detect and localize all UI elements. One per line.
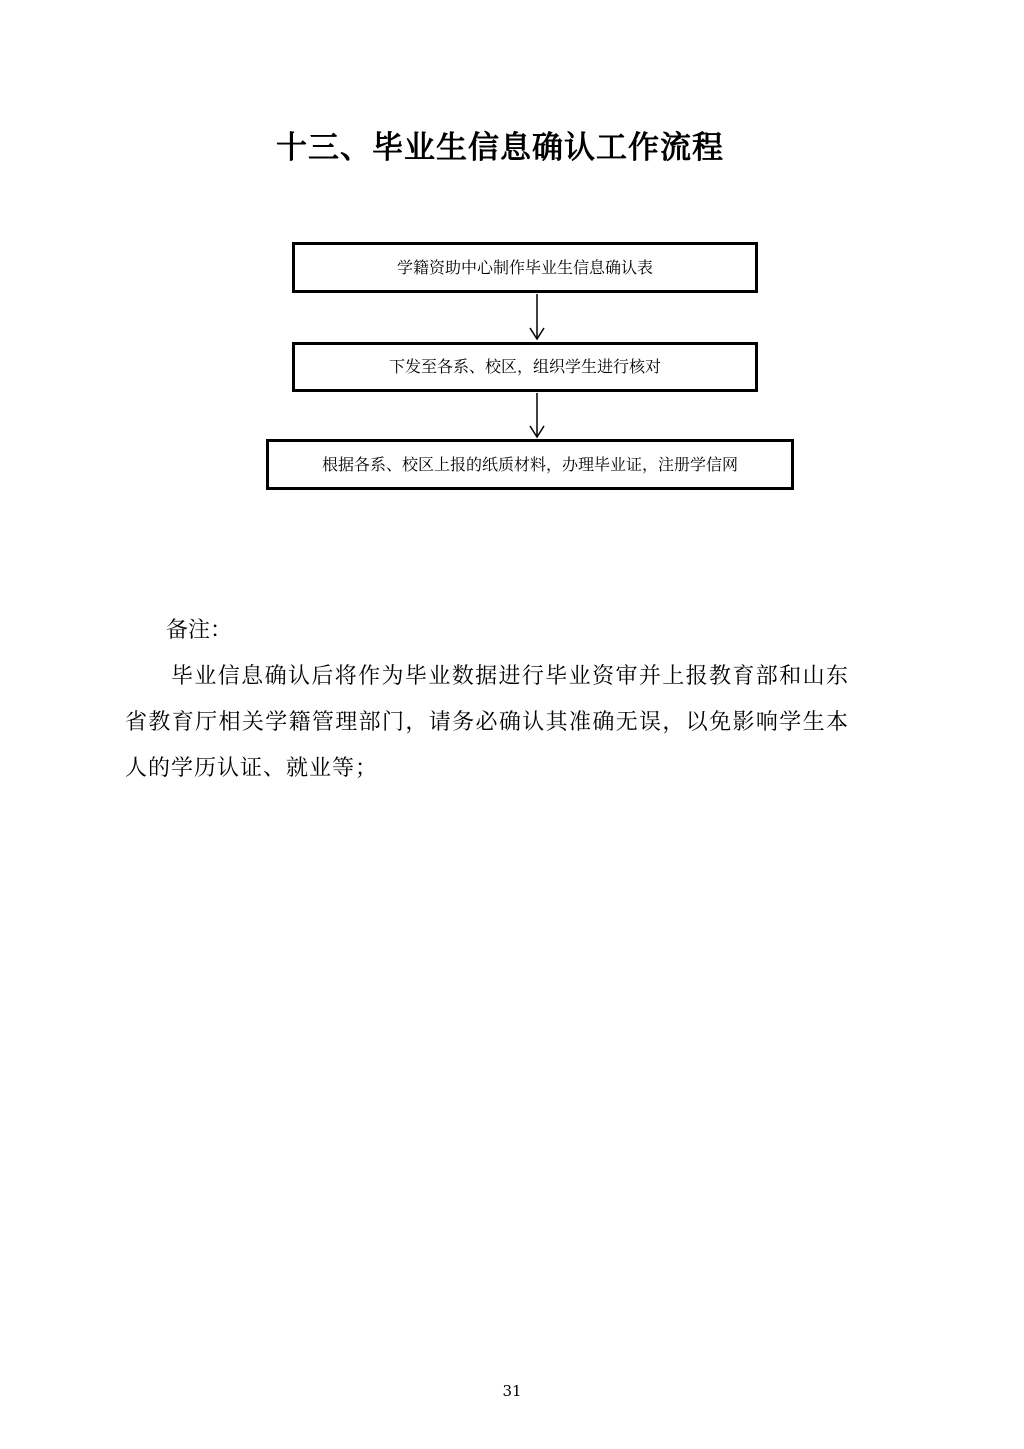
flow-step-1 [292,242,758,293]
flow-step-3 [266,439,794,490]
flow-step-2 [292,342,758,392]
page-title: 十三、毕业生信息确认工作流程 [276,130,724,166]
flow-step-label: 学籍资助中心制作毕业生信息确认表 [396,257,653,277]
note-body: 毕业信息确认后将作为毕业数据进行毕业资审并上报教育部和山东省教育厅相关学籍管理部门，请务必确认其准确无误，以免影响学生本人的学历认证、就业等； [125,664,849,781]
arrow-2-icon [530,393,544,437]
flow-step-label: 根据各系、校区上报的纸质材料，办理毕业证，注册学信网 [321,454,738,474]
page-number: 31 [502,1382,522,1400]
note-label: 备注： [166,618,233,643]
arrow-1-icon [530,294,544,339]
flow-step-label: 下发至各系、校区，组织学生进行核对 [388,357,661,376]
